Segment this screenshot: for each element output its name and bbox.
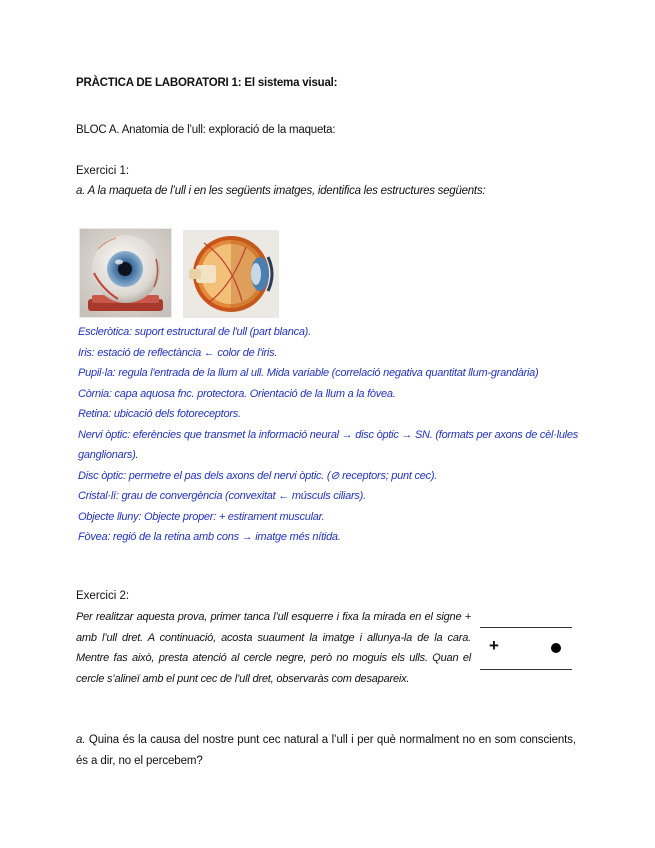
- answer-lens: Cristal·lí: grau de convergència (convexitat ← músculs ciliars).: [78, 490, 366, 502]
- eye-cross-section-image: [183, 230, 279, 318]
- exercise-1-statement: a. A la maqueta de l’ull i en les següents imatges, identifica les estructures següents:: [76, 185, 486, 197]
- answer-optic-nerve: Nervi òptic: eferències que transmet la informació neural → disc òptic → SN. (formats per axons de cèl·lules ganglionars).: [78, 428, 578, 461]
- black-dot-icon: [551, 643, 561, 653]
- page-title: PRÀCTICA DE LABORATORI 1: El sistema visual:: [76, 77, 338, 89]
- answer-pupil: Pupil·la: regula l'entrada de la llum al ull. Mida variable (correlació negativa quantitat llum-grandària): [78, 367, 539, 379]
- figure-top-rule: [480, 627, 572, 628]
- exercise-2-question: [76, 730, 576, 771]
- answer-iris: Iris: estació de reflectància ← color de l'iris.: [78, 346, 278, 359]
- answer-optic-disc: Disc òptic: permetre el pas dels axons del nervi òptic. (⊘ receptors; punt cec).: [78, 469, 438, 482]
- exercise-2-instructions: Per realitzar aquesta prova, primer tanca l’ull esquerre i fixa la mirada en el signe + amb l’ull dret. A continuació, acosta suaument la imatge i allunya-la de la cara. Mentre fas això, presta atenció al cercle negre, però no moguis els ulls. Quan el cercle s’alineï amb el punt cec de l’ull dret, observaràs com desapareix.: [76, 611, 471, 685]
- answer-cornea: Còrnia: capa aquosa fnc. protectora. Orientació de la llum a la fòvea.: [78, 387, 396, 400]
- exercise-2-heading: Exercici 2:: [76, 590, 130, 602]
- fixation-plus-sign: +: [489, 636, 499, 655]
- question-text: Quina és la causa del nostre punt cec natural a l’ull i per què normalment no en som conscients, és a dir, no el percebem?: [76, 734, 576, 767]
- section-heading: BLOC A. Anatomia de l’ull: exploració de la maqueta:: [76, 124, 336, 136]
- eye-model-front-image: [79, 228, 172, 318]
- exercise-1-heading: Exercici 1:: [76, 165, 130, 177]
- answer-fovea: Fòvea: regió de la retina amb cons → imatge més nítida.: [78, 531, 341, 543]
- answer-sclera: Escleròtica: suport estructural de l'ull (part blanca).: [78, 326, 311, 338]
- answer-far-object: Objecte lluny: Objecte proper: + estirament muscular.: [78, 510, 325, 523]
- figure-bottom-rule: [480, 669, 572, 670]
- exercise-1-answers: [78, 322, 578, 548]
- question-label: a.: [76, 734, 86, 746]
- answer-retina: Retina: ubicació dels fotoreceptors.: [78, 408, 241, 420]
